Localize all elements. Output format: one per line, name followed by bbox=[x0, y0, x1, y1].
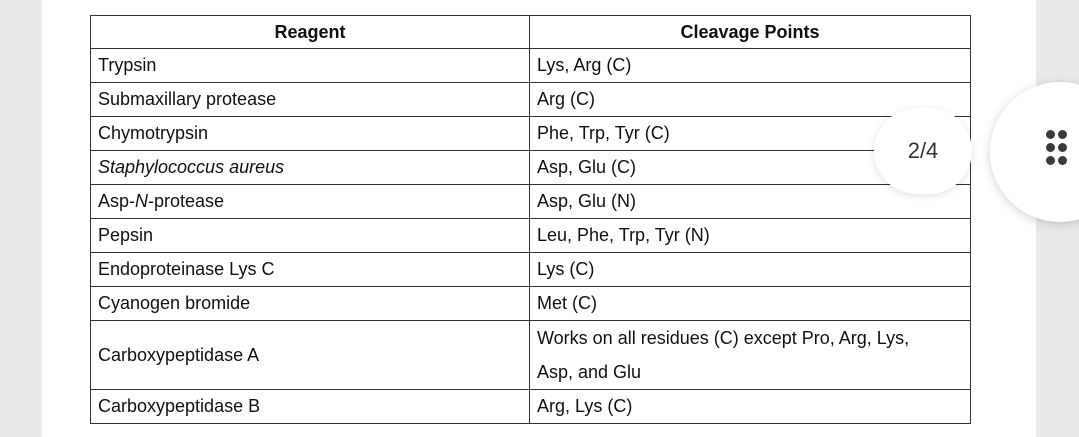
table-row bbox=[91, 390, 971, 424]
table-row bbox=[91, 287, 971, 321]
reagent-prefix: Asp- bbox=[98, 191, 136, 211]
table-row bbox=[91, 49, 971, 83]
cleavage-table bbox=[90, 15, 971, 424]
table-row bbox=[91, 185, 971, 219]
reagent-cell: Trypsin bbox=[91, 49, 530, 83]
cleavage-cell: Lys, Arg (C) bbox=[530, 49, 971, 83]
reagent-cell: Staphylococcus aureus bbox=[91, 151, 530, 185]
reagent-cell: Submaxillary protease bbox=[91, 83, 530, 117]
reagent-cell: Endoproteinase Lys C bbox=[91, 253, 530, 287]
reagent-cell: Chymotrypsin bbox=[91, 117, 530, 151]
reagent-cell: Carboxypeptidase A bbox=[91, 321, 530, 390]
table-row bbox=[91, 151, 971, 185]
cleavage-cell: Met (C) bbox=[530, 287, 971, 321]
cleavage-line-2: Asp, and Glu bbox=[537, 362, 642, 382]
reagent-cell bbox=[91, 185, 530, 219]
document-page bbox=[42, 0, 1036, 437]
cleavage-cell: Asp, Glu (N) bbox=[530, 185, 971, 219]
column-header-cleavage: Cleavage Points bbox=[530, 16, 971, 49]
cleavage-line-1: Works on all residues (C) except Pro, Arg, Lys, bbox=[537, 328, 910, 348]
cleavage-cell: Phe, Trp, Tyr (C) bbox=[530, 117, 971, 151]
reagent-suffix: -protease bbox=[148, 191, 225, 211]
table-row bbox=[91, 253, 971, 287]
reagent-cell: Cyanogen bromide bbox=[91, 287, 530, 321]
reagent-cell: Carboxypeptidase B bbox=[91, 390, 530, 424]
grip-dots-icon[interactable] bbox=[1046, 130, 1076, 172]
cleavage-cell: Arg (C) bbox=[530, 83, 971, 117]
reagent-cell: Pepsin bbox=[91, 219, 530, 253]
cleavage-cell bbox=[530, 321, 971, 390]
table-row bbox=[91, 83, 971, 117]
cleavage-cell: Asp, Glu (C) bbox=[530, 151, 971, 185]
table-header-row bbox=[91, 16, 971, 49]
table-row bbox=[91, 117, 971, 151]
cleavage-cell: Arg, Lys (C) bbox=[530, 390, 971, 424]
table-row bbox=[91, 321, 971, 390]
cleavage-cell: Leu, Phe, Trp, Tyr (N) bbox=[530, 219, 971, 253]
page-indicator: 2/4 bbox=[874, 108, 972, 194]
cleavage-cell: Lys (C) bbox=[530, 253, 971, 287]
reagent-italic-n: N bbox=[135, 191, 149, 211]
column-header-reagent: Reagent bbox=[91, 16, 530, 49]
table-row bbox=[91, 219, 971, 253]
